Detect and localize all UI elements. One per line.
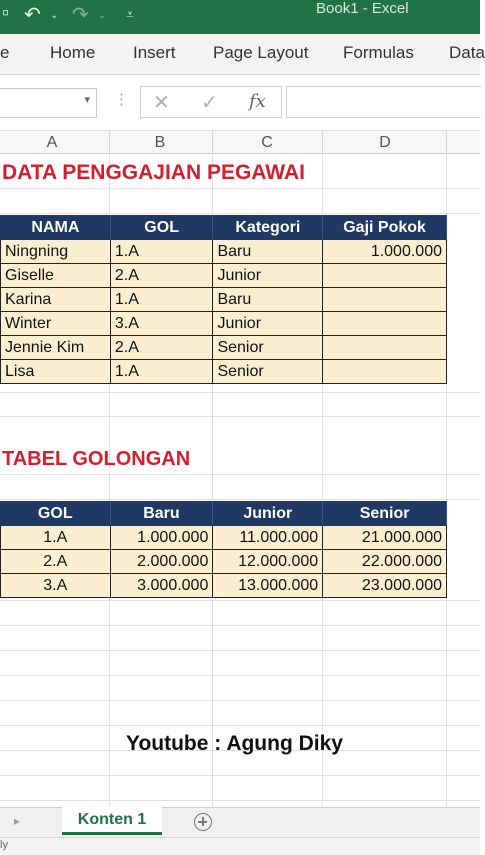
table-row bbox=[1, 240, 447, 264]
heading-data-penggajian: DATA PENGGAJIAN PEGAWAI bbox=[2, 161, 305, 184]
window-title: Book1 - Excel bbox=[316, 0, 409, 17]
chevron-down-icon[interactable]: ▾ bbox=[84, 94, 90, 106]
cell-kategori[interactable]: Baru bbox=[213, 288, 323, 312]
cell-gaji-pokok[interactable] bbox=[323, 336, 447, 360]
header-senior[interactable]: Senior bbox=[323, 502, 447, 526]
column-header-d[interactable]: D bbox=[379, 134, 391, 151]
cell-nama[interactable]: Jennie Kim bbox=[1, 336, 111, 360]
cell-nama[interactable]: Ningning bbox=[1, 240, 111, 264]
cell-kategori[interactable]: Junior bbox=[213, 312, 323, 336]
table-row bbox=[1, 312, 447, 336]
cell-senior[interactable]: 21.000.000 bbox=[323, 526, 447, 550]
worksheet-grid[interactable] bbox=[0, 152, 480, 807]
cell-gol[interactable]: 3.A bbox=[1, 574, 111, 598]
cell-baru[interactable]: 3.000.000 bbox=[110, 574, 213, 598]
status-bar bbox=[0, 837, 480, 855]
header-gol[interactable]: GOL bbox=[110, 216, 213, 240]
formula-buttons bbox=[140, 86, 282, 118]
ribbon-tabs bbox=[0, 34, 485, 75]
customize-toolbar-icon[interactable]: ⩡ bbox=[126, 6, 134, 22]
table-row bbox=[1, 336, 447, 360]
cell-gaji-pokok[interactable] bbox=[323, 288, 447, 312]
cell-gol[interactable]: 1.A bbox=[110, 240, 213, 264]
save-icon[interactable]: ▫ bbox=[2, 2, 10, 24]
table-row bbox=[1, 574, 447, 598]
header-kategori[interactable]: Kategori bbox=[213, 216, 323, 240]
cell-kategori[interactable]: Senior bbox=[213, 360, 323, 384]
column-header-c[interactable]: C bbox=[261, 134, 273, 151]
title-bar bbox=[0, 0, 480, 34]
redo-icon: ↷ bbox=[72, 4, 89, 26]
enter-icon[interactable]: ✓ bbox=[201, 92, 218, 114]
table-row bbox=[1, 526, 447, 550]
table-row bbox=[1, 360, 447, 384]
undo-dropdown-icon[interactable]: ⌄ bbox=[50, 10, 59, 21]
cell-junior[interactable]: 11.000.000 bbox=[213, 526, 323, 550]
tab-insert[interactable]: Insert bbox=[133, 43, 176, 62]
header-baru[interactable]: Baru bbox=[110, 502, 213, 526]
sheet-scroll-left-icon[interactable]: ▸ bbox=[14, 814, 21, 828]
header-gol[interactable]: GOL bbox=[1, 502, 111, 526]
cell-nama[interactable]: Karina bbox=[1, 288, 111, 312]
cell-gol[interactable]: 1.A bbox=[110, 360, 213, 384]
table-row bbox=[1, 288, 447, 312]
column-headers bbox=[0, 130, 480, 154]
cell-nama[interactable]: Winter bbox=[1, 312, 111, 336]
tab-home[interactable]: Home bbox=[50, 43, 96, 62]
cell-gaji-pokok[interactable] bbox=[323, 312, 447, 336]
cell-kategori[interactable]: Baru bbox=[213, 240, 323, 264]
tab-data[interactable]: Data bbox=[449, 43, 485, 62]
heading-tabel-golongan: TABEL GOLONGAN bbox=[2, 448, 191, 470]
grip-icon: ⋮ bbox=[114, 91, 129, 108]
insert-function-icon[interactable]: fx bbox=[249, 91, 266, 112]
cell-junior[interactable]: 13.000.000 bbox=[213, 574, 323, 598]
cell-senior[interactable]: 23.000.000 bbox=[323, 574, 447, 598]
sheet-tab-label: Konten 1 bbox=[77, 811, 147, 828]
tab-formulas[interactable]: Formulas bbox=[343, 43, 414, 62]
cell-junior[interactable]: 12.000.000 bbox=[213, 550, 323, 574]
sheet-tab-konten-1[interactable] bbox=[62, 807, 162, 835]
header-junior[interactable]: Junior bbox=[213, 502, 323, 526]
table-header-row bbox=[1, 502, 447, 526]
cell-baru[interactable]: 2.000.000 bbox=[110, 550, 213, 574]
table-row bbox=[1, 550, 447, 574]
cell-baru[interactable]: 1.000.000 bbox=[110, 526, 213, 550]
status-text: ly bbox=[0, 839, 8, 851]
table-penggajian bbox=[0, 215, 447, 384]
table-header-row bbox=[1, 216, 447, 240]
formula-input[interactable] bbox=[286, 86, 481, 118]
table-row bbox=[1, 264, 447, 288]
cell-gol[interactable]: 1.A bbox=[1, 526, 111, 550]
cancel-icon[interactable]: ✕ bbox=[153, 92, 170, 114]
cell-kategori[interactable]: Senior bbox=[213, 336, 323, 360]
header-nama[interactable]: NAMA bbox=[1, 216, 111, 240]
cell-gol[interactable]: 3.A bbox=[110, 312, 213, 336]
cell-nama[interactable]: Giselle bbox=[1, 264, 111, 288]
tab-page-layout[interactable]: Page Layout bbox=[213, 43, 309, 62]
column-header-b[interactable]: B bbox=[154, 134, 166, 151]
undo-icon[interactable]: ↶ bbox=[24, 4, 41, 26]
sheet-tab-bar bbox=[0, 807, 480, 838]
redo-dropdown-icon: ⌄ bbox=[98, 10, 107, 21]
cell-kategori[interactable]: Junior bbox=[213, 264, 323, 288]
tab-file[interactable]: e bbox=[0, 43, 10, 62]
add-sheet-icon[interactable] bbox=[194, 813, 212, 831]
formula-bar bbox=[0, 84, 480, 118]
watermark-text: Youtube : Agung Diky bbox=[126, 732, 343, 755]
cell-gol[interactable]: 1.A bbox=[110, 288, 213, 312]
cell-gaji-pokok[interactable]: 1.000.000 bbox=[323, 240, 447, 264]
cell-nama[interactable]: Lisa bbox=[1, 360, 111, 384]
cell-gol[interactable]: 2.A bbox=[1, 550, 111, 574]
cell-senior[interactable]: 22.000.000 bbox=[323, 550, 447, 574]
table-golongan bbox=[0, 501, 447, 598]
cell-gaji-pokok[interactable] bbox=[323, 360, 447, 384]
cell-gol[interactable]: 2.A bbox=[110, 336, 213, 360]
name-box[interactable] bbox=[0, 88, 97, 118]
column-header-a[interactable]: A bbox=[46, 134, 58, 151]
header-gaji-pokok[interactable]: Gaji Pokok bbox=[323, 216, 447, 240]
cell-gaji-pokok[interactable] bbox=[323, 264, 447, 288]
cell-gol[interactable]: 2.A bbox=[110, 264, 213, 288]
